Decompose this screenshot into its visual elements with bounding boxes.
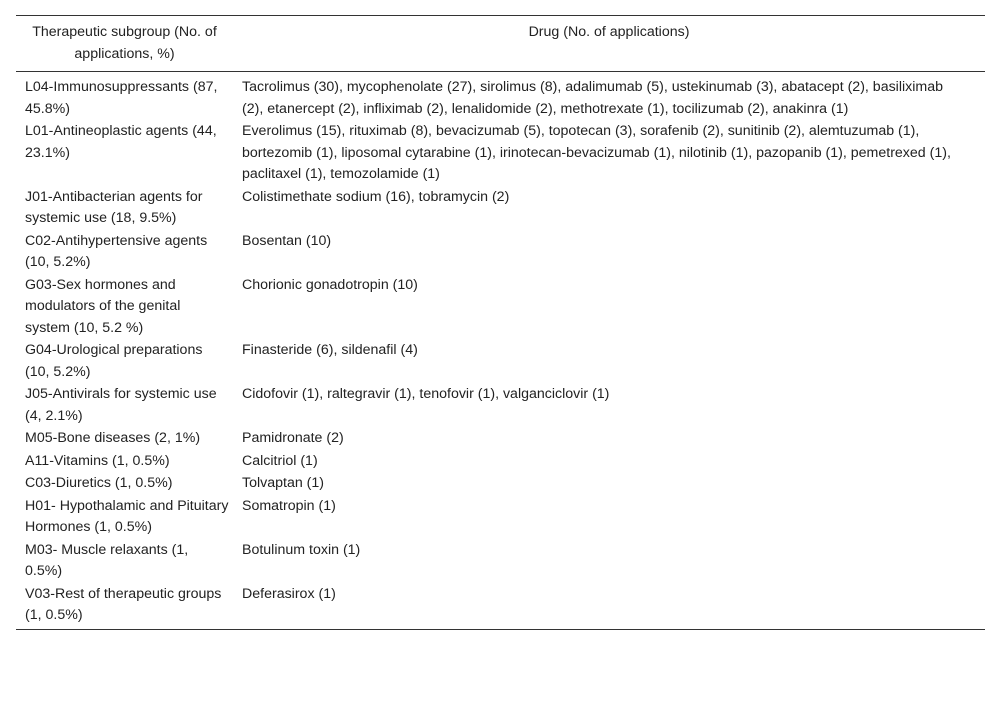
header-drug: Drug (No. of applications): [233, 16, 985, 72]
table-row: [16, 451, 985, 474]
drugs-cell: Chorionic gonadotropin (10): [242, 276, 418, 293]
table-header: [16, 16, 985, 72]
table-row: [16, 540, 985, 584]
table-row: [16, 187, 985, 231]
header-row: [16, 16, 985, 72]
table-row: [16, 584, 985, 630]
table-row: [16, 340, 985, 384]
subgroup-cell: H01- Hypothalamic and Pituitary Hormones (1, 0.5%): [25, 497, 229, 535]
subgroup-cell: G04-Urological preparations (10, 5.2%): [25, 342, 203, 380]
subgroup-cell: J05-Antivirals for systemic use (4, 2.1%): [25, 386, 217, 424]
subgroup-cell: G03-Sex hormones and modulators of the genital system (10, 5.2 %): [25, 276, 181, 336]
drugs-cell: Cidofovir (1), raltegravir (1), tenofovir (1), valganciclovir (1): [242, 386, 610, 402]
drugs-cell: Pamidronate (2): [242, 430, 344, 446]
drugs-cell: Bosentan (10): [242, 232, 332, 249]
subgroup-cell: L04-Immunosuppressants (87, 45.8%): [25, 79, 218, 117]
table-row: [16, 473, 985, 496]
table-row: [16, 275, 985, 341]
drugs-cell: Finasteride (6), sildenafil (4): [242, 342, 418, 358]
drugs-cell: Calcitriol (1): [242, 452, 318, 469]
table-row: [16, 72, 985, 122]
subgroup-cell: M05-Bone diseases (2, 1%): [25, 430, 201, 446]
drugs-cell: Tacrolimus (30), mycophenolate (27), sirolimus (8), adalimumab (5), ustekinumab (3), abatacept (2), basiliximab (2), etanercept (2), infliximab (2), lenalidomide (2), methotrexate (1), tocilizumab (2), anakinra (1): [242, 79, 943, 117]
drugs-cell: Botulinum toxin (1): [242, 541, 361, 558]
subgroup-cell: J01-Antibacterian agents for systemic use (18, 9.5%): [25, 188, 203, 226]
subgroup-cell: C02-Antihypertensive agents (10, 5.2%): [25, 232, 208, 270]
table-body: [16, 72, 985, 630]
table-row: [16, 496, 985, 540]
header-therapeutic-subgroup: Therapeutic subgroup (No. of applications, %): [16, 16, 233, 72]
table-row: [16, 121, 985, 187]
drug-applications-table: [16, 15, 985, 630]
drugs-cell: Deferasirox (1): [233, 584, 985, 630]
table-row: [16, 384, 985, 428]
drugs-cell: Somatropin (1): [242, 497, 336, 514]
subgroup-cell: M03- Muscle relaxants (1, 0.5%): [25, 541, 189, 579]
table-row: [16, 231, 985, 275]
subgroup-cell: L01-Antineoplastic agents (44, 23.1%): [25, 123, 217, 161]
table-row: [16, 428, 985, 451]
drugs-cell: Everolimus (15), rituximab (8), bevacizumab (5), topotecan (3), sorafenib (2), sunitinib (2), alemtuzumab (1), bortezomib (1), liposomal cytarabine (1), irinotecan-bevacizumab (1), nilotinib (1), pazopanib (1), pemetrexed (1), paclitaxel (1), temozolamide (1): [242, 123, 951, 182]
drugs-cell: Colistimethate sodium (16), tobramycin (2): [242, 188, 510, 205]
subgroup-cell: A11-Vitamins (1, 0.5%): [25, 452, 170, 469]
subgroup-cell: V03-Rest of therapeutic groups (1, 0.5%): [16, 584, 233, 630]
subgroup-cell: C03-Diuretics (1, 0.5%): [25, 475, 173, 491]
drugs-cell: Tolvaptan (1): [242, 475, 325, 491]
